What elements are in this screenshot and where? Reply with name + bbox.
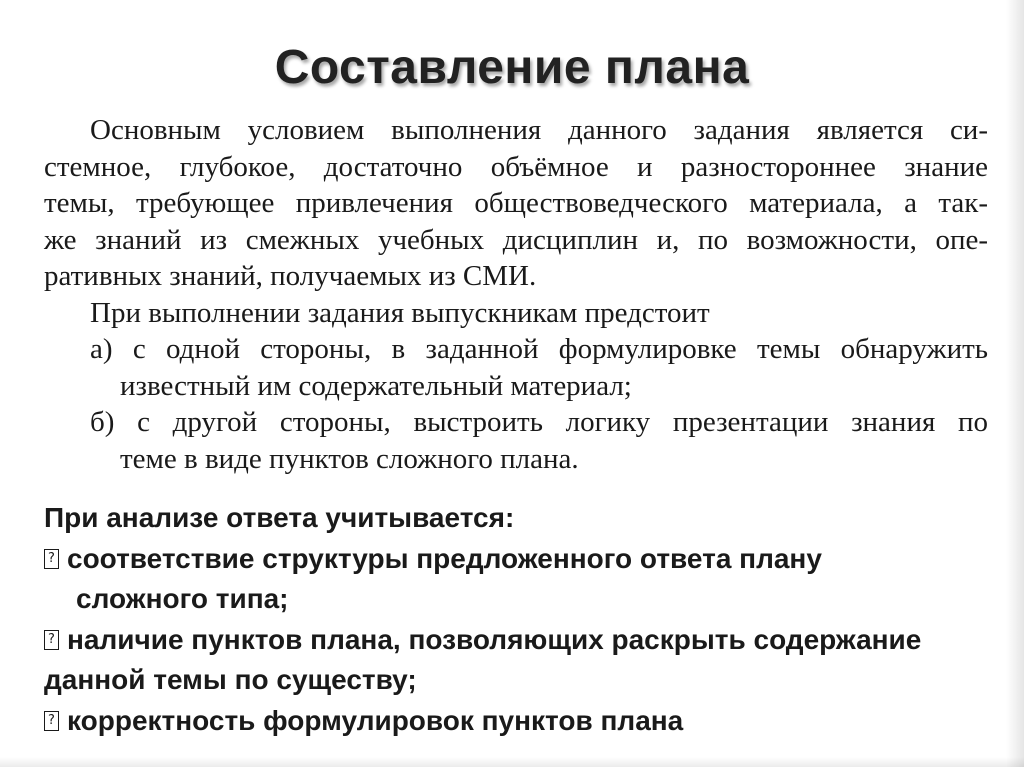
scan-line: известный им содержательный материал; [120, 369, 632, 402]
scan-line: теме в виде пунктов сложного плана. [120, 442, 579, 475]
analysis-item-text: соответствие структуры предложенного ответа плану [67, 542, 822, 574]
analysis-item [44, 539, 994, 580]
missing-glyph-icon [44, 711, 59, 731]
analysis-item-continuation: данной темы по существу; [44, 664, 417, 695]
scan-line: б) с другой стороны, выстроить логику презентации знания по [90, 406, 988, 438]
missing-glyph-icon [44, 630, 59, 650]
scan-line: стемное, глубокое, достаточно объёмное и разностороннее знание [44, 150, 988, 183]
slide-edge-shadow [1006, 0, 1024, 767]
scan-line: темы, требующее привлечения обществоведческого материала, а так- [44, 187, 988, 219]
scan-line: Основным условием выполнения данного задания является си- [90, 114, 988, 146]
analysis-item [44, 620, 994, 661]
analysis-heading: При анализе ответа учитывается: [44, 502, 515, 533]
scanned-text-block [44, 112, 988, 477]
missing-glyph-mark: ? [48, 550, 55, 566]
scan-line: а) с одной стороны, в заданной формулировке темы обнаружить [90, 333, 988, 365]
missing-glyph-mark: ? [48, 712, 55, 728]
scan-line: ративных знаний, получаемых из СМИ. [44, 260, 537, 292]
slide-title: Составление плана [274, 41, 750, 94]
scan-line: При выполнении задания выпускникам предстоит [90, 296, 710, 329]
scan-line: же знаний из смежных учебных дисциплин и, по возможности, опе- [44, 223, 988, 256]
analysis-item [44, 701, 994, 742]
missing-glyph-mark: ? [48, 631, 55, 647]
analysis-item-continuation: сложного типа; [76, 583, 289, 614]
missing-glyph-icon [44, 549, 59, 569]
slide-bottom-shadow [0, 757, 1024, 767]
analysis-block [44, 498, 994, 741]
analysis-item-text: корректность формулировок пунктов плана [67, 704, 684, 736]
analysis-item-text: наличие пунктов плана, позволяющих раскрыть содержание [67, 623, 922, 655]
